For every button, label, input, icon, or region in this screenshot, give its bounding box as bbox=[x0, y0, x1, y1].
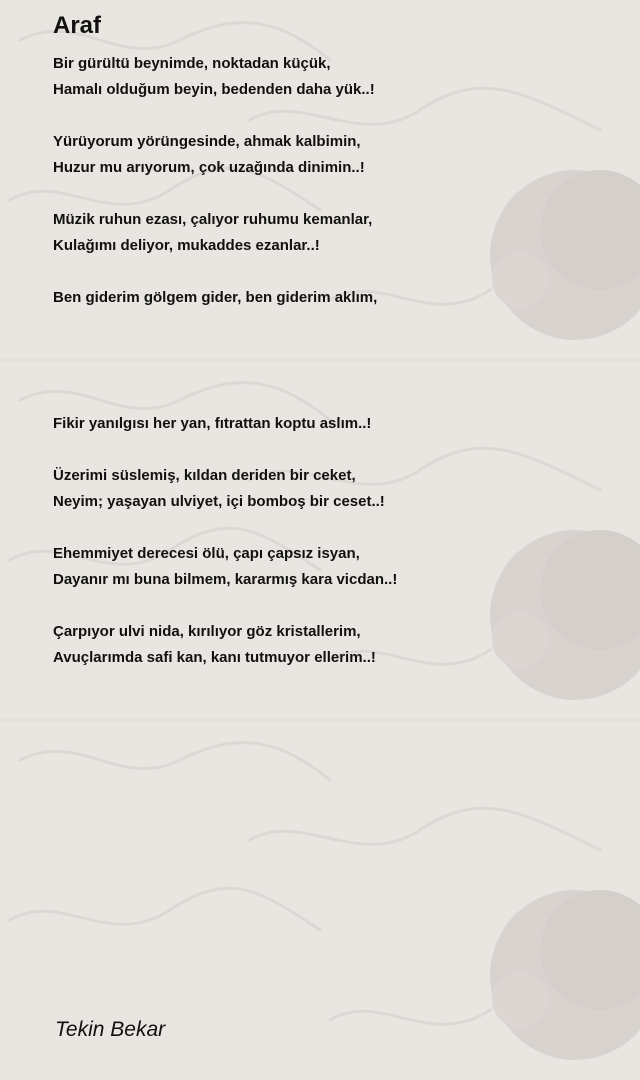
stanza bbox=[53, 463, 613, 515]
poem-line: Kulağımı deliyor, mukaddes ezanlar..! bbox=[53, 237, 320, 254]
poem-line: Üzerimi süslemiş, kıldan deriden bir ceket, bbox=[53, 467, 356, 484]
stanza bbox=[53, 285, 613, 311]
poem-line: Fikir yanılgısı her yan, fıtrattan koptu aslım..! bbox=[53, 415, 372, 432]
stanza bbox=[53, 541, 613, 593]
blank-gap bbox=[53, 337, 613, 411]
poem-line: Neyim; yaşayan ulviyet, içi bomboş bir ceset..! bbox=[53, 493, 385, 510]
poem-line: Ben giderim gölgem gider, ben giderim aklım, bbox=[53, 289, 378, 306]
poem-body bbox=[53, 51, 613, 697]
stanza bbox=[53, 619, 613, 671]
poem-line: Çarpıyor ulvi nida, kırılıyor göz kristallerim, bbox=[53, 623, 361, 640]
poem-line: Avuçlarımda safi kan, kanı tutmuyor ellerim..! bbox=[53, 649, 376, 666]
stanza bbox=[53, 207, 613, 259]
poem-author: Tekin Bekar bbox=[55, 1018, 166, 1041]
stanza bbox=[53, 129, 613, 181]
poem-line: Dayanır mı buna bilmem, kararmış kara vicdan..! bbox=[53, 571, 398, 588]
poem-line: Yürüyorum yörüngesinde, ahmak kalbimin, bbox=[53, 133, 361, 150]
poem-title: Araf bbox=[53, 12, 102, 39]
poem-line: Bir gürültü beynimde, noktadan küçük, bbox=[53, 55, 331, 72]
poem-line: Huzur mu arıyorum, çok uzağında dinimin..! bbox=[53, 159, 365, 176]
poem-line: Müzik ruhun ezası, çalıyor ruhumu kemanlar, bbox=[53, 211, 373, 228]
stanza bbox=[53, 51, 613, 103]
poem-line: Ehemmiyet derecesi ölü, çapı çapsız isyan, bbox=[53, 545, 360, 562]
stanza bbox=[53, 411, 613, 437]
poem-line: Hamalı olduğum beyin, bedenden daha yük..! bbox=[53, 81, 375, 98]
